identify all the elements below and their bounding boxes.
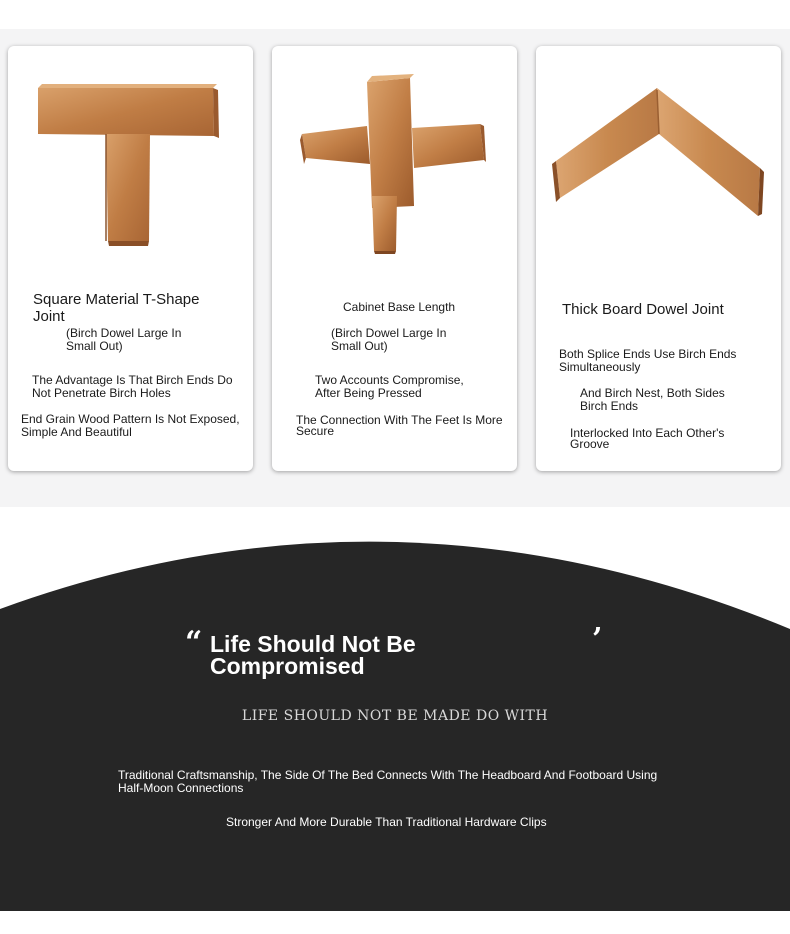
banner-headline: Life Should Not Be Compromised (210, 631, 416, 679)
card-title: Cabinet Base Length (343, 300, 456, 314)
t-joint-wood-icon (8, 46, 253, 276)
card-note: (Birch Dowel Large In Small Out) (66, 326, 182, 353)
open-quote-icon: “ (185, 625, 203, 660)
card-text: Two Accounts Compromise, After Being Pressed (315, 373, 464, 400)
card-text: Interlocked Into Each Other's Groove (570, 426, 725, 451)
card-text: Both Splice Ends Use Birch Ends Simultaneously (559, 347, 737, 374)
card-text: The Connection With The Feet Is More Secure (296, 413, 503, 438)
card-text: And Birch Nest, Both Sides Birch Ends (580, 386, 725, 413)
card-title: Thick Board Dowel Joint (562, 301, 724, 318)
card-title: Square Material T-Shape Joint (33, 291, 200, 325)
corner-joint-wood-icon (536, 46, 781, 276)
banner-arc-background (0, 537, 790, 911)
close-quote-icon: ’ (592, 622, 603, 657)
card-note: (Birch Dowel Large In Small Out) (331, 326, 447, 353)
card-text: End Grain Wood Pattern Is Not Exposed, Simple And Beautiful (21, 412, 240, 439)
feature-card-corner-joint (536, 46, 781, 471)
banner-paragraph: Traditional Craftsmanship, The Side Of The Bed Connects With The Headboard And Footboard Using Half-Moon Connections (118, 768, 658, 795)
banner-paragraph: Stronger And More Durable Than Traditional Hardware Clips (226, 815, 547, 829)
banner-subheadline: LIFE SHOULD NOT BE MADE DO WITH (241, 708, 549, 724)
cross-joint-wood-icon (272, 46, 517, 276)
feature-card-cross-joint (272, 46, 517, 471)
feature-card-t-joint (8, 46, 253, 471)
card-text: The Advantage Is That Birch Ends Do Not Penetrate Birch Holes (32, 373, 233, 400)
craftsmanship-banner (0, 537, 790, 911)
